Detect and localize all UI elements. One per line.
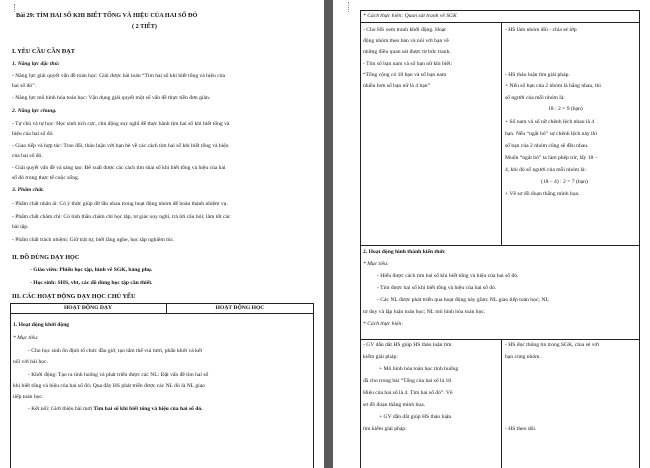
margin-guide: [348, 2, 349, 12]
paragraph-line: hai số đó”.: [12, 83, 37, 89]
paragraph-line: số người của mỗi nhóm là:: [505, 95, 565, 101]
paragraph-line: số đó trong thực tế cuộc sống.: [12, 175, 80, 181]
objectives-label: * Mục tiêu:: [363, 261, 389, 267]
paragraph-line: bạn cùng nhóm.: [505, 354, 541, 360]
paragraph-line: khi biết tổng và hiệu của hai số đó; Qua đây HS phát triển được các NL đó là NL giao: [13, 383, 205, 389]
table-divider: [360, 245, 640, 246]
paragraph-line: động nhóm theo bàn và nói với bạn về: [363, 38, 449, 44]
paragraph-line: + GV dẫn dắt giúp HS thảo luận: [379, 414, 452, 420]
paragraph-line: - HS làm nhóm đôi - chia sẻ lớp: [505, 27, 577, 33]
paragraph-line: - HS thảo luận tìm giải pháp.: [505, 72, 570, 78]
section-heading: I. YÊU CẦU CẦN ĐẠT: [12, 48, 75, 55]
paragraph-line: - Phẩm chất trách nhiệm: Giữ trật tự, biết lắng nghe, học tập nghiêm túc.: [12, 237, 175, 243]
paragraph-line: tiếp toán học.: [13, 394, 44, 400]
method-label: * Cách thực hiện: Quan sát tranh vẽ SGK: [363, 13, 457, 19]
paragraph-line: - Các NL được phát triển qua hoạt động này gồm: NL giao tiếp toán học; NL: [377, 297, 549, 303]
objectives-label: * Mục tiêu:: [13, 335, 39, 341]
paragraph-line: “Tổng cộng có 18 bạn và số bạn nam: [363, 72, 447, 78]
paragraph-line: những điều quan sát được từ bức tranh.: [363, 49, 451, 55]
paragraph-line: - Học sinh: SHS, vbt, các đồ dùng học tập cần thiết.: [30, 280, 153, 286]
table-header-teaching: HOẠT ĐỘNG DẠY: [63, 305, 113, 311]
paragraph-line: sơ đồ đoạn thẳng minh họa.: [363, 402, 425, 408]
paragraph-line: Muốn “ngắt bỏ” ta làm phép trừ, lấy 18 –: [505, 155, 598, 161]
table-divider: [501, 22, 502, 245]
paragraph-line: bạn. Nếu “ngắt bỏ” sự chênh lệch này thì: [505, 131, 598, 137]
paragraph-line: [28, 406, 203, 413]
paragraph-line: - Năng lực mô hình hóa toán học: Vận dụng giải quyết một số vấn đề thực tiễn đơn giản.: [12, 95, 211, 101]
subsection-heading: 2. Năng lực chung.: [12, 108, 57, 114]
subsection-heading: 3. Phẩm chất.: [12, 187, 45, 193]
lesson-name-emphasis: Tìm hai số khi biết tổng và hiệu của hai số đó.: [93, 406, 203, 412]
formula-line: 18 : 2 = 9 (bạn): [548, 106, 583, 112]
paragraph-line: kiếm giải pháp:: [363, 354, 398, 360]
formula-line: (18 – 4) : 2 = 7 (bạn): [541, 179, 588, 185]
lesson-subtitle: ( 2 TIẾT): [132, 23, 157, 30]
paragraph-line: - Giải quyết vấn đề và sáng tạo: Để xuất được các cách tìm shai số khi biết tổng và hiệu của hai: [12, 165, 226, 171]
paragraph-line: - HS đọc thông tin trong SGK, chia sẻ với: [505, 342, 600, 348]
paragraph-line: - HS theo dõi.: [505, 426, 537, 432]
method-label: * Cách thực hiện:: [363, 321, 404, 327]
paragraph-line: - Tìm được hai số khi biết tổng và hiệu của hai số đó.: [377, 285, 497, 291]
table-divider: [10, 313, 314, 314]
paragraph-line: - Phẩm chất chăm chỉ: Có tinh thần chăm chỉ học tập, tư giác suy nghĩ, trả lời câu hỏi; làm tốt các: [12, 214, 231, 220]
paragraph-line: hiệu của hai số đó.: [12, 131, 54, 137]
paragraph-line: nối với bài học.: [13, 359, 48, 365]
paragraph-line: + Vẽ sơ đồ đoạn thẳng minh họa.: [505, 191, 580, 197]
section-heading: II. ĐỒ DÙNG DẠY HỌC: [12, 254, 80, 261]
subsection-heading: 1. Năng lực đặc thù:: [12, 61, 60, 67]
table-divider: [360, 22, 640, 23]
table-header-learning: HOẠT ĐỘNG HỌC: [215, 305, 265, 311]
paragraph-line: - GV dẫn dắt HS giúp HS thảo luận tìm: [363, 342, 452, 348]
paragraph-line: tìm kiếm giải pháp:: [363, 426, 407, 432]
paragraph-line: Hiệu của hai số là 4. Tìm hai số đó”. Vẽ: [363, 390, 453, 396]
table-divider: [501, 339, 502, 468]
paragraph-line: - Tự chủ và tự học: Học sinh tích cực, chủ động suy nghĩ để thực hành tìm hai số khi biết tổng và: [12, 121, 230, 127]
paragraph-line: số bạn của 2 nhóm cũng sẽ đều nhau.: [505, 143, 589, 149]
paragraph-line: nhiều hơn số bạn nữ là 4 bạn”: [363, 83, 431, 89]
activity-heading: 1. Hoạt động khởi động: [13, 322, 70, 328]
paragraph-line: + Mô hình hóa toán học tình huống: [379, 366, 459, 372]
paragraph-line: - Cho học sinh ổn định tổ chức đầu giờ, tạo tâm thế vui tươi, phấn khởi và kết: [28, 348, 203, 354]
paragraph-line: - Giáo viên: Phiếu học tập, hình vẽ SGK, bảng phụ.: [30, 267, 153, 273]
lesson-title: Bài 29: TÌM HAI SỐ KHI BIẾT TỔNG VÀ HIỆU CỦA HAI SỐ ĐÓ: [16, 12, 198, 19]
table-divider: [360, 339, 640, 340]
text-span: - Kết nối: Giới thiệu bài mới: [28, 406, 94, 412]
paragraph-line: - Khởi động: Tạo ra tình huống và phát triển được các NL: Đặt vấn đề tìm hai số: [28, 372, 209, 378]
paragraph-line: - Giao tiếp và hợp tác: Trao đổi, thảo luận với bạn bè về các cách tìm hai số khi biết tổng và hiệu: [12, 143, 229, 149]
paragraph-line: - Tìm số bạn nam và số bạn nữ khi biết:: [363, 61, 452, 67]
section-heading: III. CÁC HOẠT ĐỘNG DẠY HỌC CHỦ YẾU: [12, 293, 136, 300]
document-page-left: [0, 0, 324, 468]
paragraph-line: - Hiểu được cách tìm hai số khi biết tổng và hiệu của hai số đó.: [377, 273, 519, 279]
margin-guide: [14, 4, 15, 12]
paragraph-line: + Nếu số bạn của 2 nhóm là bằng nhau, thì: [505, 83, 601, 89]
document-page-right: [333, 0, 650, 468]
paragraph-line: của hai số đó.: [12, 153, 43, 159]
paragraph-line: - Năng lực giải quyết vấn đề toán học: Giải được bài toán “Tìm hai số khi biết tổng và hiệu của: [12, 73, 225, 79]
paragraph-line: 4, khi đó số người của mỗi nhóm là:: [505, 167, 587, 173]
paragraph-line: bài tập.: [12, 224, 29, 230]
paragraph-line: + Số nam và số nữ chênh lệch nhau là 4: [505, 119, 595, 125]
paragraph-line: - Phẩm chất nhân ái: Có ý thức giúp đỡ lẫn nhau trong hoạt động nhóm để hoàn thành nhiệm vụ.: [12, 201, 228, 207]
paragraph-line: tư duy và lập luận toán học; NL mô hình hóa toán học.: [363, 309, 486, 315]
paragraph-line: - Cho HS xem tranh khởi động. Hoạt: [363, 27, 446, 33]
activity-heading: 2. Hoạt động hình thành kiến thức: [363, 249, 446, 255]
paragraph-line: đã cho trong bài “Tổng của hai số là 18.: [363, 378, 453, 384]
